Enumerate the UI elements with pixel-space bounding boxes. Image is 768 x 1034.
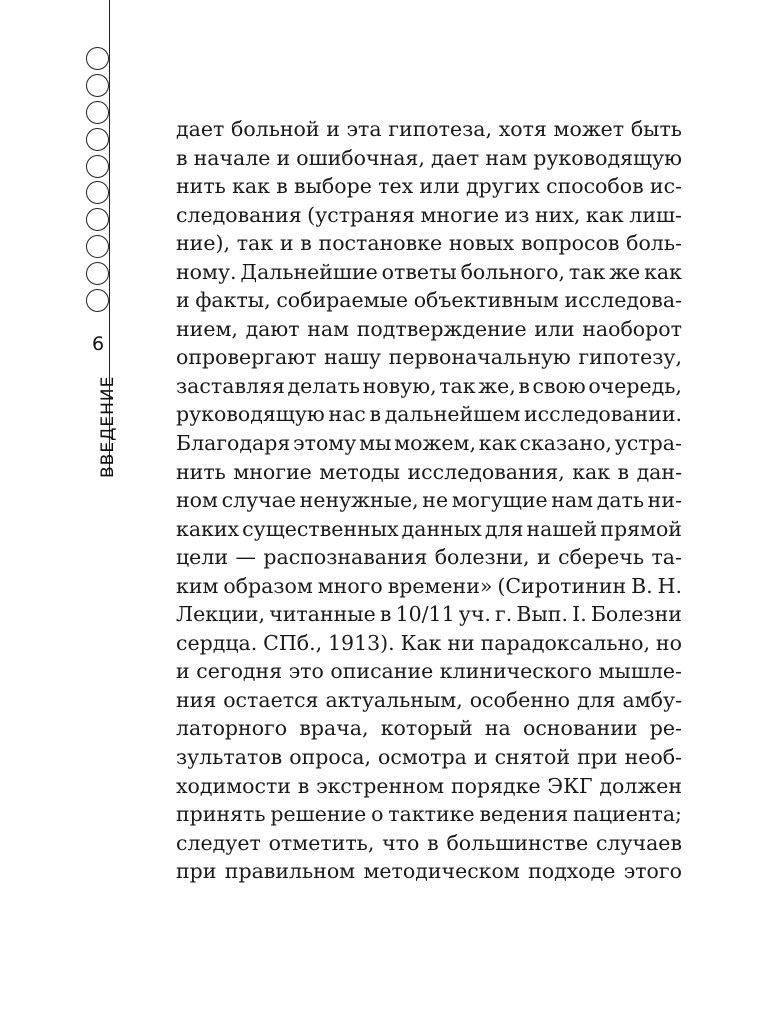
circle-ornament	[86, 74, 109, 97]
circle-ornament	[86, 128, 109, 151]
text-line: следования (устраняя многие из них, как лиш-	[176, 202, 682, 227]
text-line: зультатов опроса, осмотра и снятой при необ-	[176, 745, 682, 770]
text-line: принять решение о тактике ведения пациента;	[176, 802, 682, 827]
circle-ornament	[86, 235, 109, 258]
text-line: опровергают нашу первоначальную гипотезу,	[176, 345, 682, 370]
text-line: ном случае ненужные, не могущие нам дать ни-	[176, 488, 682, 513]
text-line: Лекции, читанные в 10/11 уч. г. Вып. I. Болезни	[176, 602, 682, 627]
text-line: руководящую нас в дальнейшем исследовании.	[176, 402, 682, 427]
circle-ornament	[86, 289, 109, 312]
text-line: каких существенных данных для нашей прямой	[176, 516, 682, 541]
text-line: при правильном методическом подходе этого	[176, 859, 682, 884]
text-line: и сегодня это описание клинического мышле-	[176, 659, 682, 684]
body-text	[176, 115, 682, 886]
text-line: Благодаря этому мы можем, как сказано, устра-	[176, 431, 682, 456]
text-line: сердца. СПб., 1913). Как ни парадоксально, но	[176, 630, 682, 655]
section-title-vertical: ВВЕДЕНИЕ	[98, 375, 118, 478]
circle-ornament	[86, 101, 109, 124]
text-line: ние), так и в постановке новых вопросов боль-	[176, 231, 682, 256]
circle-ornament	[86, 181, 109, 204]
text-line: цели — распознавания болезни, и сберечь та-	[176, 545, 682, 570]
text-line: заставляя делать новую, так же, в свою очередь,	[176, 373, 682, 398]
text-line: ному. Дальнейшие ответы больного, так же как	[176, 259, 682, 284]
text-line: следует отметить, что в большинстве случаев	[176, 830, 682, 855]
text-line: и факты, собираемые объективным исследова-	[176, 288, 682, 313]
circle-ornament	[86, 262, 109, 285]
text-line: нием, дают нам подтверждение или наоборот	[176, 316, 682, 341]
text-line: дает больной и эта гипотеза, хотя может быть	[176, 117, 682, 141]
page-number: 6	[91, 333, 105, 355]
text-line: нить многие методы исследования, как в дан-	[176, 459, 682, 484]
text-line: ходимости в экстренном порядке ЭКГ должен	[176, 773, 682, 798]
text-line: нить как в выборе тех или других способов ис-	[176, 174, 682, 199]
circle-ornament	[86, 208, 109, 231]
text-line: в начале и ошибочная, дает нам руководящую	[176, 145, 682, 170]
text-line: ким образом много времени» (Сиротинин В. Н.	[176, 573, 682, 598]
decorative-circles	[86, 47, 109, 316]
text-line: латорного врача, который на основании ре-	[176, 716, 682, 741]
circle-ornament	[86, 155, 109, 178]
circle-ornament	[86, 47, 109, 70]
text-line: ния остается актуальным, особенно для амбу-	[176, 687, 682, 712]
